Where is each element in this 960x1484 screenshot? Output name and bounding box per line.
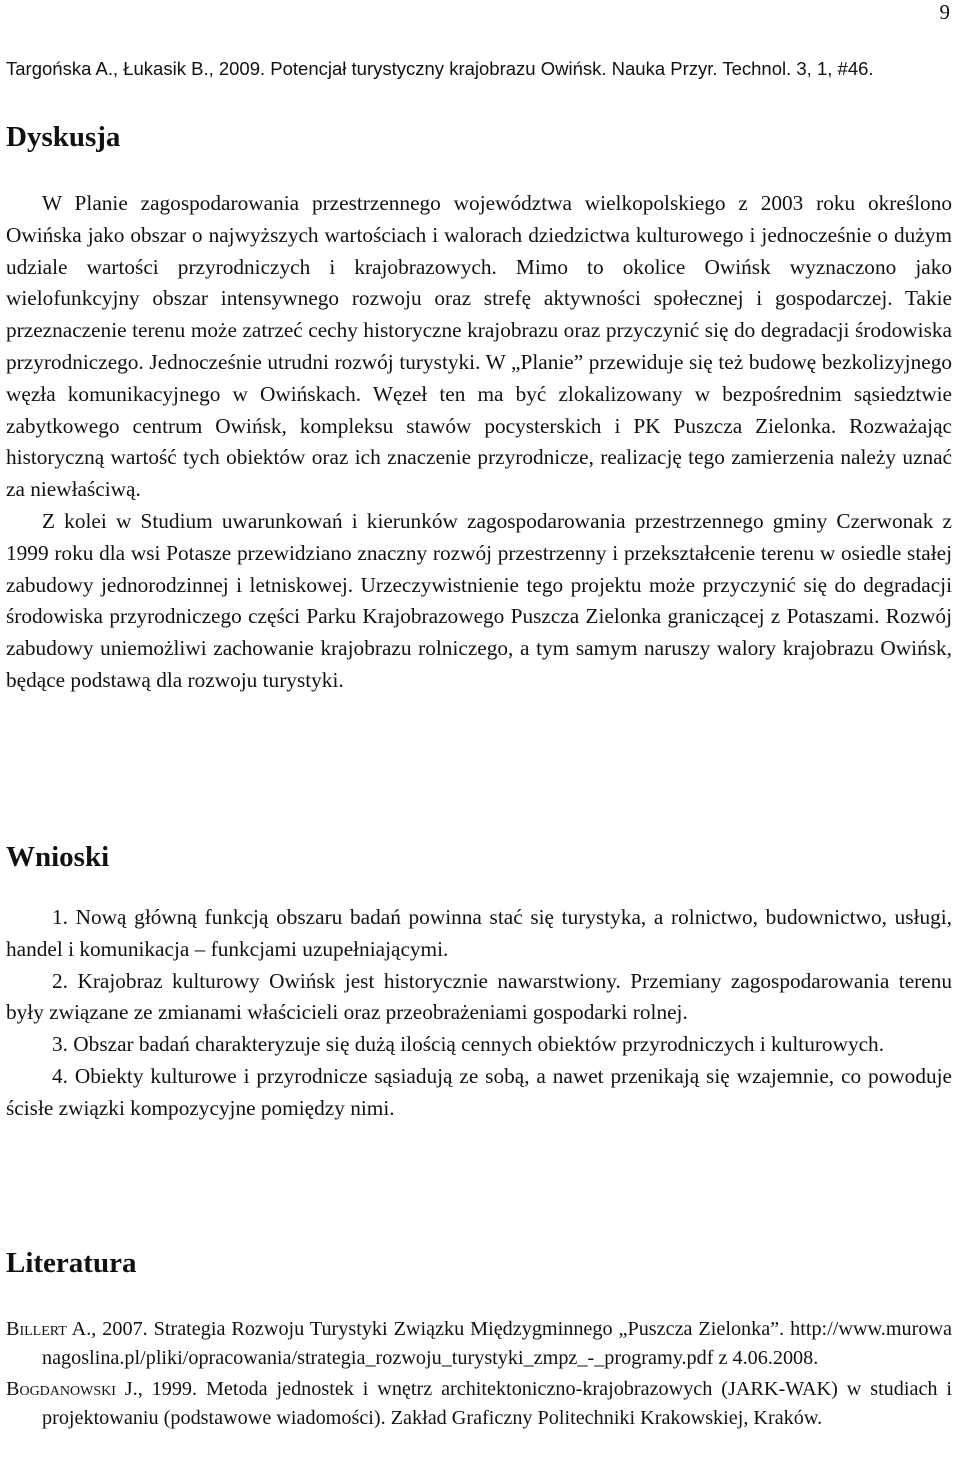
discussion-body — [6, 188, 952, 697]
reference-text: , 1999. Metoda jednostek i wnętrz architektoniczno-krajobrazowych (JARK-WAK) w studiach i projektowaniu (podstawowe wiadomości). Zakład Graficzny Politechniki Krakowskiej, Kraków. — [42, 1378, 952, 1429]
list-item: 2. Krajobraz kulturowy Owińsk jest historycznie nawarstwiony. Przemiany zagospodarowania terenu były związane ze zmianami właścicieli oraz przeobrażeniami gospodarki rolnej. — [6, 968, 952, 1025]
reference-text: , 2007. Strategia Rozwoju Turystyki Związku Międzygminnego „Puszcza Zielonka”. http://www.murowanagoslina.pl/pliki/opracowania/strategia_rozwoju_turystyki_zmpz_-_programy.pdf z 4.06.2008. — [42, 1318, 952, 1369]
reference-author: Bogdanowski J. — [6, 1378, 138, 1401]
reference-author: Billert A. — [6, 1318, 92, 1340]
running-header: Targońska A., Łukasik B., 2009. Potencjał turystyczny krajobrazu Owińsk. Nauka Przyr. Technol. 3, 1, #46. — [6, 58, 874, 79]
reference-item — [6, 1375, 952, 1432]
list-item: 1. Nową główną funkcją obszaru badań powinna stać się turystyka, a rolnictwo, budownictwo, usługi, handel i komunikacja – funkcjami uzupełniającymi. — [6, 905, 952, 961]
paragraph: W Planie zagospodarowania przestrzennego województwa wielkopolskiego z 2003 roku określono Owińska jako obszar o najwyższych wartościach i walorach dziedzictwa kulturowego i jednocześnie o dużym udziale wartości przyrodniczych i krajobrazowych. Mimo to okolice Owińsk wyznaczono jako wielofunkcyjny obszar intensywnego rozwoju oraz strefę aktywności społecznej i gospodarczej. Takie przeznaczenie terenu może zatrzeć cechy historyczne krajobrazu oraz przyczynić się do degradacji środowiska przyrodniczego. Jednocześnie utrudni rozwój turystyki. W „Planie” przewiduje się też budowę bezkolizyjnego węzła komunikacyjnego w Owińskach. Węzeł ten ma być zlokalizowany w bezpośrednim sąsiedztwie zabytkowego centrum Owińsk, kompleksu stawów pocysterskich i PK Puszcza Zielonka. Rozważając historyczną wartość tych obiektów oraz ich znaczenie przyrodnicze, realizację tego zamierzenia należy uznać za niewłaściwą. — [6, 191, 952, 502]
section-title-literature: Literatura — [6, 1247, 137, 1279]
reference-item — [6, 1315, 952, 1372]
page-number: 9 — [939, 0, 950, 24]
conclusions-list — [6, 902, 952, 1125]
reference-list — [6, 1315, 952, 1435]
list-item: 3. Obszar badań charakteryzuje się dużą ilością cennych obiektów przyrodniczych i kulturowych. — [52, 1032, 885, 1057]
paragraph: Z kolei w Studium uwarunkowań i kierunków zagospodarowania przestrzennego gminy Czerwonak z 1999 roku dla wsi Potasze przewidziano znaczny rozwój przestrzenny i przekształcenie terenu w osiedle stałej zabudowy jednorodzinnej i letniskowej. Urzeczywistnienie tego projektu może przyczynić się do degradacji środowiska przyrodniczego części Parku Krajobrazowego Puszcza Zielonka graniczącej z Potaszami. Rozwój zabudowy uniemożliwi zachowanie krajobrazu rolniczego, a tym samym naruszy walory krajobrazu Owińsk, będące podstawą dla rozwoju turystyki. — [6, 508, 952, 692]
section-title-conclusions: Wnioski — [6, 841, 110, 873]
section-title-discussion: Dyskusja — [6, 121, 121, 153]
list-item: 4. Obiekty kulturowe i przyrodnicze sąsiadują ze sobą, a nawet przenikają się wzajemnie, co powoduje ścisłe związki kompozycyjne pomiędzy nimi. — [6, 1063, 952, 1120]
